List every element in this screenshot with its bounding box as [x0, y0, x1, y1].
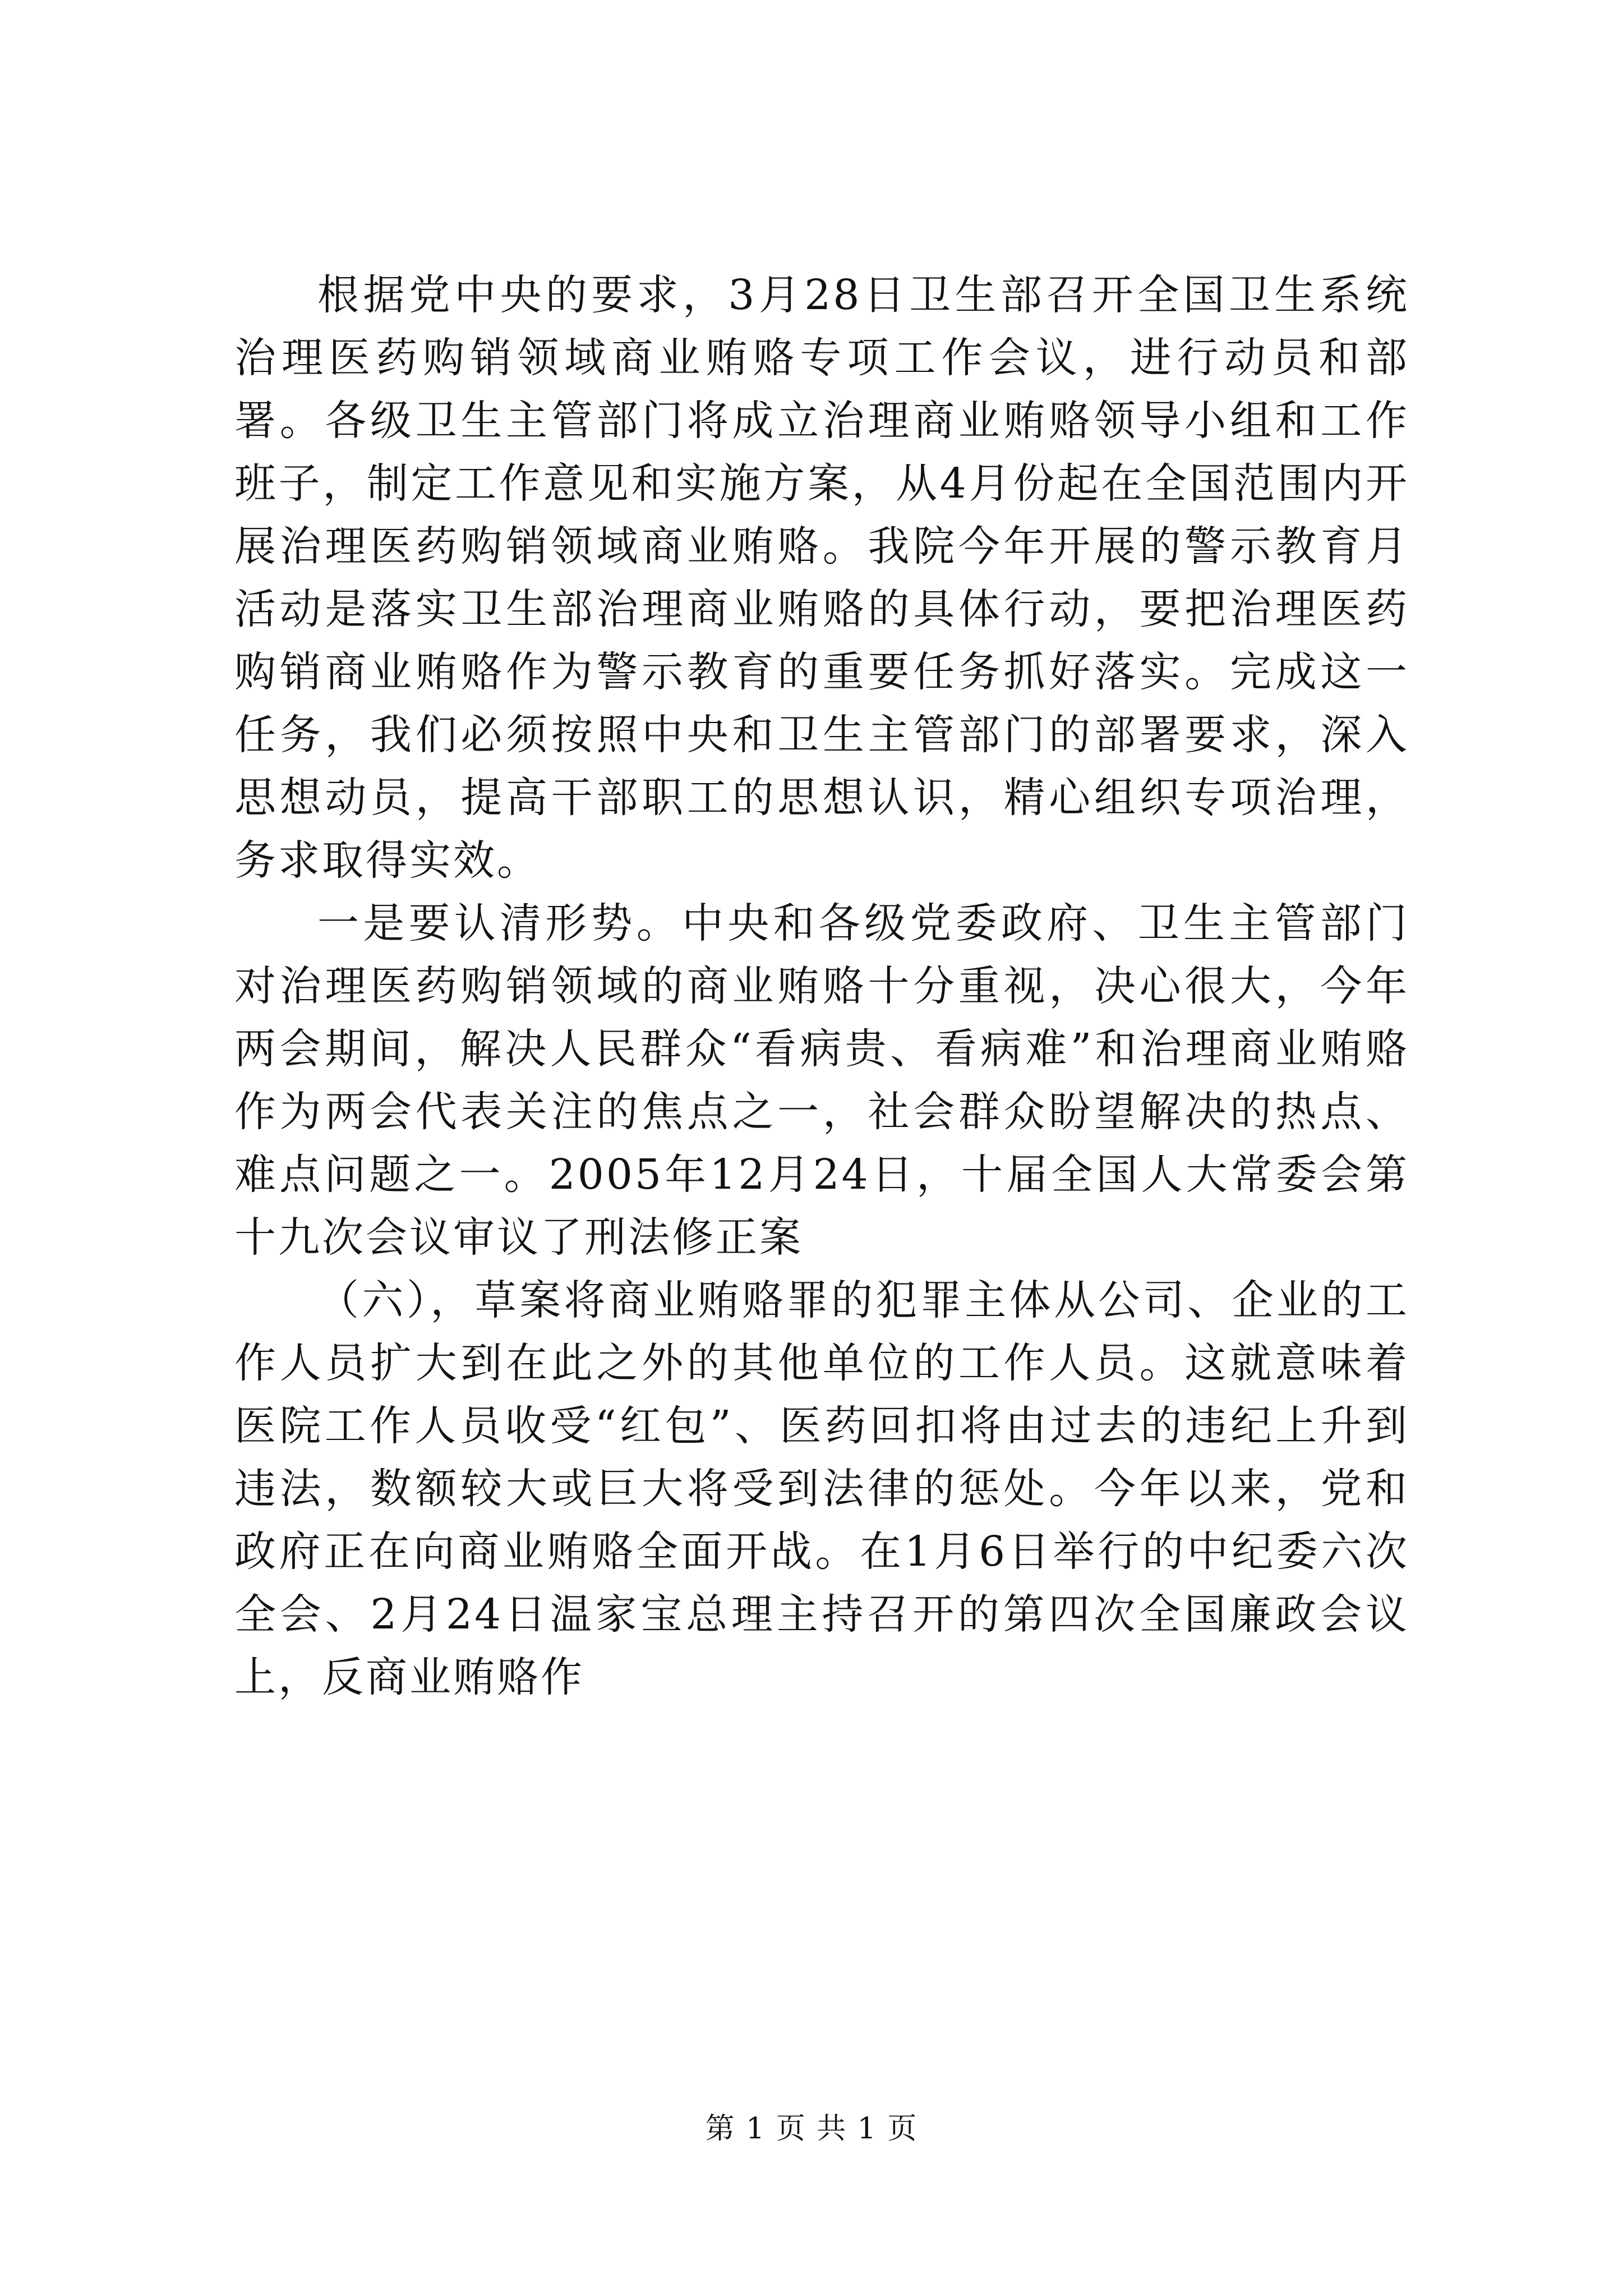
- paragraph-1: 根据党中央的要求，3月28日卫生部召开全国卫生系统治理医药购销领域商业贿赂专项工作会议，进行动员和部署。各级卫生主管部门将成立治理商业贿赂领导小组和工作班子，制定工作意见和实施方案，从4月份起在全国范围内开展治理医药购销领域商业贿赂。我院今年开展的警示教育月活动是落实卫生部治理商业贿赂的具体行动，要把治理医药购销商业贿赂作为警示教育的重要任务抓好落实。完成这一任务，我们必须按照中央和卫生主管部门的部署要求，深入思想动员，提高干部职工的思想认识，精心组织专项治理，务求取得实效。: [234, 271, 1409, 885]
- document-body: [234, 264, 1409, 1709]
- paragraph-3: （六），草案将商业贿赂罪的犯罪主体从公司、企业的工作人员扩大到在此之外的其他单位的工作人员。这就意味着医院工作人员收受“红包”、医药回扣将由过去的违纪上升到违法，数额较大或巨大将受到法律的惩处。今年以来，党和政府正在向商业贿赂全面开战。在1月6日举行的中纪委六次全会、2月24日温家宝总理主持召开的第四次全国廉政会议上，反商业贿赂作: [234, 1276, 1409, 1701]
- page-footer: 第 1 页 共 1 页: [705, 2112, 918, 2146]
- paragraph-2: 一是要认清形势。中央和各级党委政府、卫生主管部门对治理医药购销领域的商业贿赂十分重视，决心很大，今年两会期间，解决人民群众“看病贵、看病难”和治理商业贿赂作为两会代表关注的焦点之一，社会群众盼望解决的热点、难点问题之一。2005年12月24日，十届全国人大常委会第十九次会议审议了刑法修正案: [234, 899, 1409, 1262]
